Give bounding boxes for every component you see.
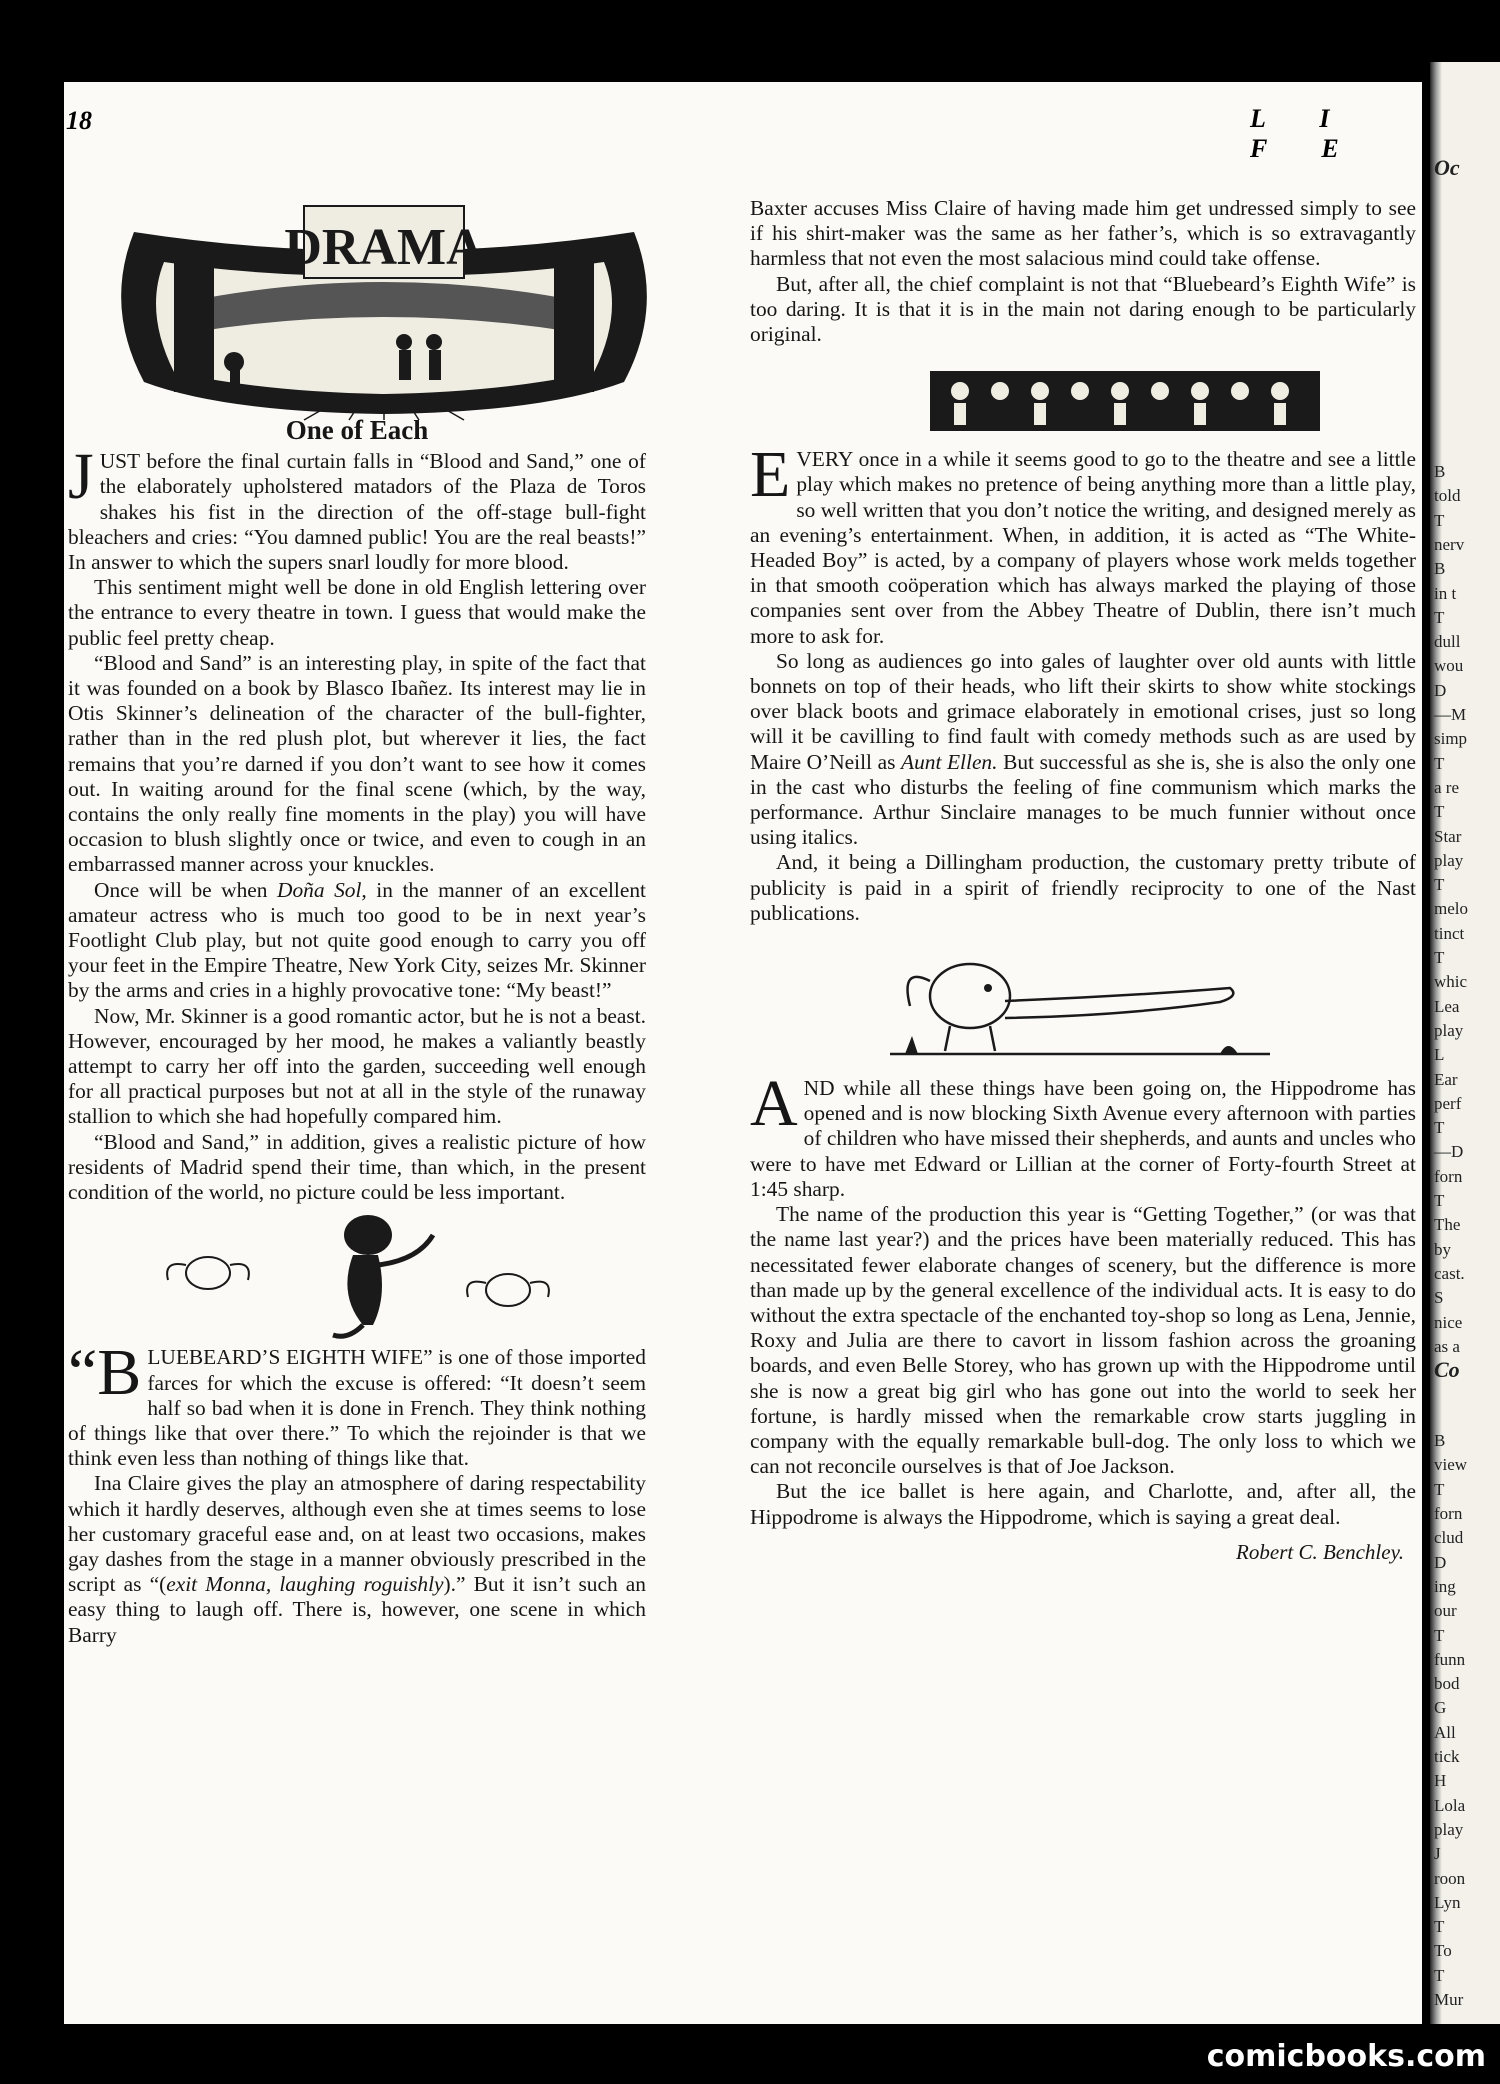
adjacent-page-fragment: play [1434,1819,1464,1839]
adjacent-page-fragment: in t [1434,583,1457,603]
elephant-illustration [750,926,1416,1076]
adjacent-page-fragment: Mur [1434,1990,1464,2009]
adjacent-page-fragment: T [1434,802,1445,822]
adjacent-page-fragment: T [1434,1965,1445,1985]
adjacent-page-fragment: —D [1434,1142,1464,1162]
page-number: 18 [66,106,92,135]
drop-cap: E [750,438,791,512]
adjacent-page-fragment: The [1434,1215,1461,1235]
magazine-page [64,82,1422,2024]
adjacent-page-fragment: G [1434,1698,1447,1718]
adjacent-page-fragment: melo [1434,899,1468,919]
adjacent-page-fragment: Ear [1434,1069,1458,1089]
masthead: L I F E [1250,104,1363,163]
adjacent-page-fragment: B [1434,462,1446,481]
adjacent-page-fragment: T [1434,1625,1445,1645]
adjacent-page-subhead: Co [1434,1357,1460,1382]
adjacent-page-fragment: perf [1434,1093,1462,1113]
adjacent-page-fragment: wou [1434,656,1464,676]
paragraph: So long as audiences go into gales of laughter over old aunts with little bonnets on top of their heads, who lift their skirts to show white stockings over black boots and grimace elaborately in emotional crises, just so long will it be cavilling to find fault with comedy methods such as are used by Maire O’Neill as Aunt Ellen. But successful as she is, she is also the only one in the cast who disturbs the feeling of fine communism which marks the performance. Arthur Sinclaire manages to be much funnier without once using italics. [750,648,1416,850]
adjacent-page-fragment: forn [1434,1166,1463,1186]
adjacent-page-fragment: whic [1434,972,1468,992]
left-column [68,415,646,1648]
adjacent-page-fragment: J [1434,1844,1441,1864]
adjacent-page-fragment: ing [1434,1576,1456,1596]
adjacent-page-fragment: simp [1434,729,1468,749]
paragraph: The name of the production this year is “Getting Together,” (or was that the name last year?) and the prices have been materially reduced. This has necessitated fewer elaborate changes of scenery, but the difference is more than made up by the general excellence of the individual acts. It is easy to do without the extra spectacle of the enchanted toy-shop so long as Lena, Jennie, Roxy and Julia are there to cavort in lissom fashion across the groaning boards, and even Belle Storey, who has grown up with the Hippodrome until she is now a great big girl who has gone out into the world to seek her fortune, is hardly missed when the remarkable crow starts juggling in company with the equally remarkable bull-dog. The only loss to which we can not reconcile ourselves is that of Joe Jackson. [750,1202,1416,1479]
adjacent-page-fragment: T [1434,753,1445,773]
paragraph: Now, Mr. Skinner is a good romantic actor, but he is not a beast. However, encouraged by her mood, he makes a valiantly beastly attempt to carry her off into the garden, succeeding well enough for all practical purposes but not at all in the style of the runaway stallion to which she had hopefully compared him. [68,1003,646,1129]
figures-frieze-drawing [750,347,1416,447]
adjacent-page-fragment: clud [1434,1528,1464,1548]
adjacent-page-fragment: Star [1434,826,1462,846]
paragraph: Ina Claire gives the play an atmosphere of daring respectability which it hardly deserves, although even she at times seems to lose her customary graceful ease and, on at least two occasions, makes gay dashes from the stage in a manner obviously prescribed in the script as “(exit Monna, laughing roguishly).” But it isn’t such an easy thing to laugh off. There is, however, one scene in which Barry [68,1471,646,1647]
adjacent-page-fragment: T [1434,875,1445,895]
paragraph: But, after all, the chief complaint is not that “Bluebeard’s Eighth Wife” is too daring. It is that it is in the main not daring enough to be particularly original. [750,271,1416,347]
adjacent-page-fragment: Lola [1434,1795,1466,1815]
article-heading: One of Each [285,415,429,445]
adjacent-page-fragment: D [1434,680,1447,700]
watermark: comicbooks.com [1206,2039,1486,2074]
adjacent-page-fragment: T [1434,1118,1445,1138]
adjacent-page-fragment: S [1434,1288,1444,1308]
adjacent-page-fragment: play [1434,850,1464,870]
adjacent-page-fragment: H [1434,1771,1447,1791]
adjacent-page-fragment: T [1434,948,1445,967]
adjacent-page-fragment: forn [1434,1504,1463,1523]
adjacent-page-fragment: T [1434,607,1445,627]
drop-cap: “B [68,1336,142,1410]
adjacent-page-fragment: dull [1434,632,1461,652]
right-column [750,196,1416,1565]
cat-and-birds-illustration [68,1205,646,1345]
adjacent-page-fragment: T [1434,1479,1445,1499]
cat-and-birds-drawing [68,1205,646,1345]
adjacent-page-header: Oc [1434,155,1460,180]
adjacent-page-fragment: a re [1434,777,1460,797]
adjacent-page-fragment: T [1434,1917,1445,1937]
adjacent-page-fragment: To [1434,1941,1452,1961]
paragraph: “Blood and Sand,” in addition, gives a realistic picture of how residents of Madrid spend their time, than which, in the present condition of the world, no picture could be less important. [68,1129,646,1205]
adjacent-page-fragment: —M [1434,705,1467,724]
figures-frieze-illustration [750,347,1416,447]
adjacent-page-fragment: nice [1434,1312,1463,1332]
paragraph: But the ice ballet is here again, and Charlotte, and, after all, the Hippodrome is always the Hippodrome, which is saying a great deal. [750,1479,1416,1529]
paragraph: AND while all these things have been going on, the Hippodrome has opened and is now blocking Sixth Avenue every afternoon with parties of children who have missed their shepherds, and aunts and uncles who were to have met Edward or Lillian at the corner of Forty-fourth Street at 1:45 sharp. [750,1067,1416,1201]
adjacent-page-fragment: told [1434,486,1461,506]
adjacent-page-edge [1430,62,1500,2024]
adjacent-page-fragment: roon [1434,1868,1466,1888]
drop-cap: A [750,1067,798,1141]
adjacent-page-fragment: B [1434,559,1446,579]
paragraph: Baxter accuses Miss Claire of having made him get undressed simply to see if his shirt-maker was the same as her father’s, which is so extravagantly harmless that not even the most salacious mind could take offense. [750,196,1416,271]
drop-cap: J [68,440,94,514]
adjacent-page-fragment: Lea [1434,996,1460,1016]
adjacent-page-fragment: view [1434,1455,1468,1475]
paragraph: And, it being a Dillingham production, the customary pretty tribute of publicity is paid in a spirit of friendly reciprocity to one of the Nast publications. [750,850,1416,925]
adjacent-page-fragment: tinct [1434,923,1465,943]
paragraph: EVERY once in a while it seems good to go to the theatre and see a little play which makes no pretence of being anything more than a little play, so well written that you don’t notice the writing, and designed merely as an evening’s entertainment. When, in addition, it is acted as “The White-Headed Boy” is acted, by a company of players whose work melds together in that smooth coöperation which has always marked the playing of those companies sent over from the Abbey Theatre of Dublin, there isn’t much more to ask for. [750,438,1416,648]
adjacent-page-fragment: tick [1434,1747,1460,1766]
adjacent-page-fragment: D [1434,1552,1447,1572]
drama-title: DRAMA [284,219,484,276]
adjacent-page-fragment: T [1434,1191,1445,1210]
adjacent-page-fragment: funn [1434,1649,1466,1669]
adjacent-page-fragment: Lyn [1434,1892,1461,1912]
paragraph: Once will be when Doña Sol, in the manner of an excellent amateur actress who is much too good to be in next year’s Footlight Club play, but not quite good enough to carry you off your feet in the Empire Theatre, New York City, seizes Mr. Skinner by the arms and cries in a highly provocative tone: “My beast!” [68,877,646,1003]
adjacent-page-fragment: L [1434,1045,1445,1065]
elephant-drawing [750,926,1416,1076]
adjacent-page-fragment: B [1434,1431,1446,1451]
drama-banner-illustration [104,192,664,422]
paragraph: JUST before the final curtain falls in “Blood and Sand,” one of the elaborately upholstered matadors of the Plaza de Toros shakes his fist in the direction of the off-stage bull-fight bleachers and cries: “You damned public! You are the real beasts!” In answer to which the supers snarl loudly for more blood. [68,440,646,575]
adjacent-page-fragment: our [1434,1601,1457,1621]
adjacent-page-fragment: play [1434,1020,1464,1040]
adjacent-page-fragment: All [1434,1722,1456,1742]
adjacent-page-fragment: by [1434,1239,1451,1259]
drama-banner [104,192,664,422]
paragraph: “B LUEBEARD’S EIGHTH WIFE” is one of those imported farces for which the excuse is offered: “It doesn’t seem half so bad when it is done in French. They think nothing of things like that over there.” To which the rejoinder is that we think even less than nothing of things like that. [68,1336,646,1471]
paragraph: This sentiment might well be done in old English lettering over the entrance to every theatre in town. I guess that would make the public feel pretty cheap. [68,575,646,650]
author-signature: Robert C. Benchley. [1236,1539,1404,1564]
adjacent-page-fragment: nerv [1434,534,1465,554]
adjacent-page-fragment: as a [1434,1336,1460,1356]
adjacent-page-fragment: T [1434,510,1445,530]
adjacent-page-fragment: cast. [1434,1263,1465,1283]
paragraph: “Blood and Sand” is an interesting play, in spite of the fact that it was founded on a book by Blasco Ibañez. Its interest may lie in Otis Skinner’s delineation of the character of the bull-fighter, rather than in the red plush plot, but wherever it lies, the fact remains that you’re darned if you don’t want to see how it comes out. In waiting around for the final scene (which, by the way, contains the only really fine moments in the play) you will have occasion to blush slightly once or twice, and even to cough in an embarrassed manner across your knuckles. [68,650,646,877]
adjacent-page-fragment: bod [1434,1674,1460,1694]
